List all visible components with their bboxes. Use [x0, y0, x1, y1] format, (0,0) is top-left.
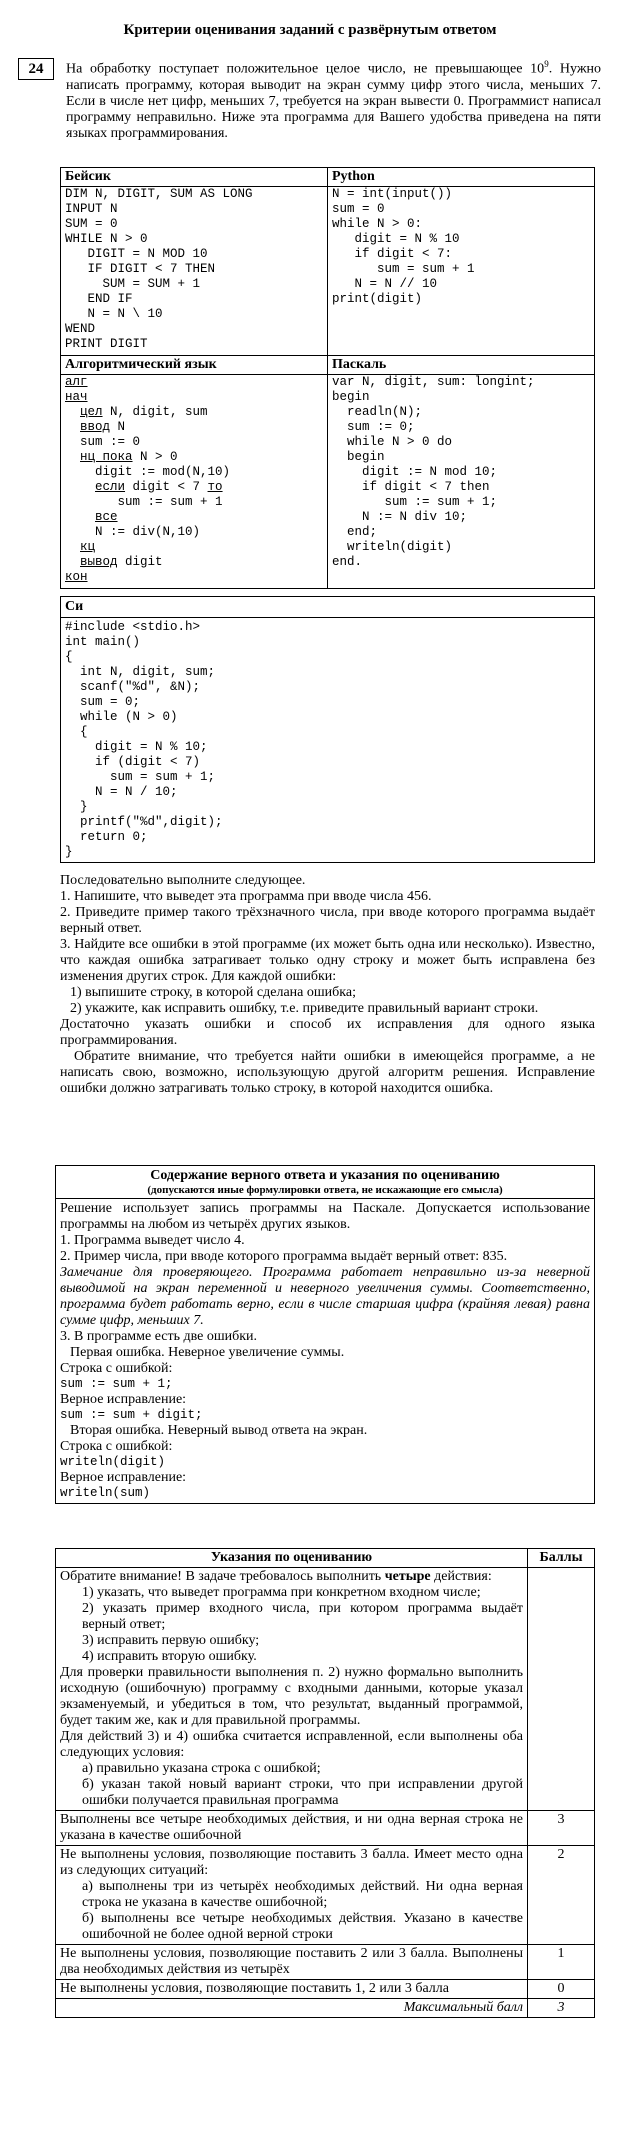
scoring-col-criteria: Указания по оцениванию: [56, 1549, 528, 1568]
points-1: 1: [528, 1945, 595, 1980]
answer-p2: 2. Пример числа, при вводе которого программа выдаёт верный ответ: 835.: [60, 1249, 508, 1264]
algo-line: все: [95, 510, 118, 524]
algo-line: кон: [65, 570, 88, 584]
note-1: Достаточно указать ошибки и способ их исправления для одного языка программирования.: [60, 1017, 595, 1048]
answer-p3: 3. В программе есть две ошибки.: [60, 1329, 258, 1344]
scoring-check-p34: Для действий 3) и 4) ошибка считается исправленной, если выполнены оба следующих условия:: [60, 1729, 523, 1760]
question-3b: 2) укажите, как исправить ошибку, т.е. приведите правильный вариант строки.: [70, 1001, 539, 1016]
algo-line: кц: [80, 540, 96, 554]
answer-p0: Решение использует запись программы на Паскале. Допускается использование программы на любом из четырёх других языков.: [60, 1201, 590, 1232]
error-1-code: sum := sum + 1;: [60, 1377, 173, 1391]
error-1: Первая ошибка. Неверное увеличение суммы.: [70, 1345, 345, 1360]
error-2: Вторая ошибка. Неверный вывод ответа на экран.: [70, 1423, 368, 1438]
basic-code: DIM N, DIGIT, SUM AS LONG INPUT N SUM = 0 WHILE N > 0 DIGIT = N MOD 10 IF DIGIT < 7 THEN SUM = SUM + 1 END IF N = N \ 10 WEND PRINT DIGIT: [65, 187, 253, 351]
scoring-check-p2: Для проверки правильности выполнения п. 2) нужно формально выполнить исходную (ошибочную) программу с входными данными, которые указал экзаменуемый, и убедиться в том, что результат, выданный программой, будет таким же, как и для правильной программы.: [60, 1665, 523, 1728]
code-table: [60, 167, 595, 589]
algo-line: sum := 0: [65, 435, 141, 449]
condition-b: б) указан такой новый вариант строки, что при исправлении другой ошибки получается правильная программа: [82, 1777, 523, 1808]
task-description: На обработку поступает положительное целое число, не превышающее $10^9$. Нужно написать программу, которая выводит на экран сумму цифр этого числа, меньших 7. Если в числе нет цифр, меньших 7, требуется на экран вывести 0. Программист написал программу неправильно. Ниже эта программа для Вашего удобства приведена на пяти языках программирования.: [66, 59, 601, 141]
algo-header: Алгоритмический язык: [61, 356, 328, 375]
question-2: 2. Приведите пример такого трёхзначного числа, при вводе которого программа выдаёт верный ответ.: [60, 905, 595, 936]
algo-line: нц пока N > 0: [80, 450, 178, 464]
error-1-fix-label: Верное исправление:: [60, 1392, 187, 1407]
answer-p1: 1. Программа выведет число 4.: [60, 1233, 245, 1248]
algo-line: digit := mod(N,10): [65, 465, 231, 479]
scoring-row-instructions: [56, 1568, 595, 1811]
algo-line: алг: [65, 375, 88, 389]
points-2: 2: [528, 1846, 595, 1945]
scoring-intro: Обратите внимание! В задаче требовалось выполнить четыре действия:: [60, 1569, 492, 1584]
c-code: #include <stdio.h> int main() { int N, digit, sum; scanf("%d", &N); sum = 0; while (N > 0) { digit = N % 10; if (digit < 7) sum = sum + 1; N = N / 10; } printf("%d",digit); return 0; }: [65, 620, 223, 859]
algo-line: sum := sum + 1: [65, 495, 223, 509]
action-1: 1) указать, что выведет программа при конкретном входном числе;: [82, 1585, 481, 1600]
error-1-fix: sum := sum + digit;: [60, 1408, 203, 1422]
question-3: 3. Найдите все ошибки в этой программе (их может быть одна или несколько). Известно, что каждая ошибка затрагивает только одну строку и может быть исправлена без изменения других строк. Для каждой ошибки:: [60, 937, 595, 984]
error-2-fix: writeln(sum): [60, 1486, 151, 1500]
question-1: 1. Напишите, что выведет эта программа при вводе числа 456.: [60, 889, 432, 904]
action-4: 4) исправить вторую ошибку.: [82, 1649, 257, 1664]
algo-line: нач: [65, 390, 88, 404]
algo-line: если digit < 7 то: [95, 480, 223, 494]
action-2: 2) указать пример входного числа, при котором программа выдаёт верный ответ;: [82, 1601, 523, 1632]
note-2: Обратите внимание, что требуется найти ошибки в имеющейся программе, а не написать свою, возможно, использующую другой алгоритм решения. Исправление ошибки должно затрагивать только строку, в которой находится ошибка.: [60, 1049, 595, 1096]
scoring-row-2: Не выполнены условия, позволяющие поставить 3 балла. Имеет место одна из следующих ситуаций: а) выполнены три из четырёх необходимых действий. Ни одна верная строка не указана в качестве ошибочной; б) выполнены все четыре необходимых действия. Указано в качестве ошибочной не более одной верной строки 2: [56, 1846, 595, 1945]
algo-line: N := div(N,10): [65, 525, 201, 539]
answer-header: Содержание верного ответа и указания по оцениванию (допускаются иные формулировки ответа, не искажающие его смысла): [56, 1166, 594, 1199]
answer-box: [55, 1165, 595, 1504]
scoring-row-3: Выполнены все четыре необходимых действия, и ни одна верная строка не указана в качестве ошибочной 3: [56, 1811, 595, 1846]
task-number: 24: [18, 58, 54, 80]
algo-code: [65, 375, 323, 585]
scoring-row-max: [56, 1999, 595, 2018]
max-score: 3: [528, 1999, 595, 2018]
algo-line: вывод digit: [80, 555, 163, 569]
page-title: Критерии оценивания заданий с развёрнутым ответом: [123, 22, 497, 38]
condition-a: а) правильно указана строка с ошибкой;: [82, 1761, 321, 1776]
pascal-header: Паскаль: [328, 356, 595, 375]
c-header: Си: [61, 597, 594, 618]
scoring-col-points: Баллы: [528, 1549, 595, 1568]
scoring-row-1: Не выполнены условия, позволяющие поставить 2 или 3 балла. Выполнены два необходимых действия из четырёх 1: [56, 1945, 595, 1980]
c-code-box: [60, 596, 595, 863]
error-1-line-label: Строка с ошибкой:: [60, 1361, 173, 1376]
question-3a: 1) выпишите строку, в которой сделана ошибка;: [70, 985, 356, 1000]
error-2-code: writeln(digit): [60, 1455, 166, 1469]
points-0: 0: [528, 1980, 595, 1999]
questions-intro: Последовательно выполните следующее.: [60, 873, 306, 888]
python-header: Python: [328, 168, 595, 187]
python-code: N = int(input()) sum = 0 while N > 0: digit = N % 10 if digit < 7: sum = sum + 1 N = N // 10 print(digit): [332, 187, 475, 306]
basic-header: Бейсик: [61, 168, 328, 187]
scoring-row-0: Не выполнены условия, позволяющие поставить 1, 2 или 3 балла 0: [56, 1980, 595, 1999]
scoring-table: [55, 1548, 595, 2018]
points-3: 3: [528, 1811, 595, 1846]
action-3: 3) исправить первую ошибку;: [82, 1633, 260, 1648]
algo-line: цел N, digit, sum: [80, 405, 208, 419]
error-2-line-label: Строка с ошибкой:: [60, 1439, 173, 1454]
error-2-fix-label: Верное исправление:: [60, 1470, 187, 1485]
max-score-label: Максимальный балл: [56, 1999, 528, 2018]
questions: [60, 873, 595, 1097]
algo-line: ввод N: [80, 420, 126, 434]
pascal-code: var N, digit, sum: longint; begin readln(N); sum := 0; while N > 0 do begin digit := N mod 10; if digit < 7 then sum := sum + 1; N := N div 10; end; writeln(digit) end.: [332, 375, 535, 569]
answer-note: Замечание для проверяющего. Программа работает неправильно из-за неверной выводимой на экран переменной и неверного увеличения суммы. Соответственно, программа будет работать верно, если в числе старшая цифра (крайняя левая) равна сумме цифр, меньших 7.: [60, 1265, 590, 1328]
